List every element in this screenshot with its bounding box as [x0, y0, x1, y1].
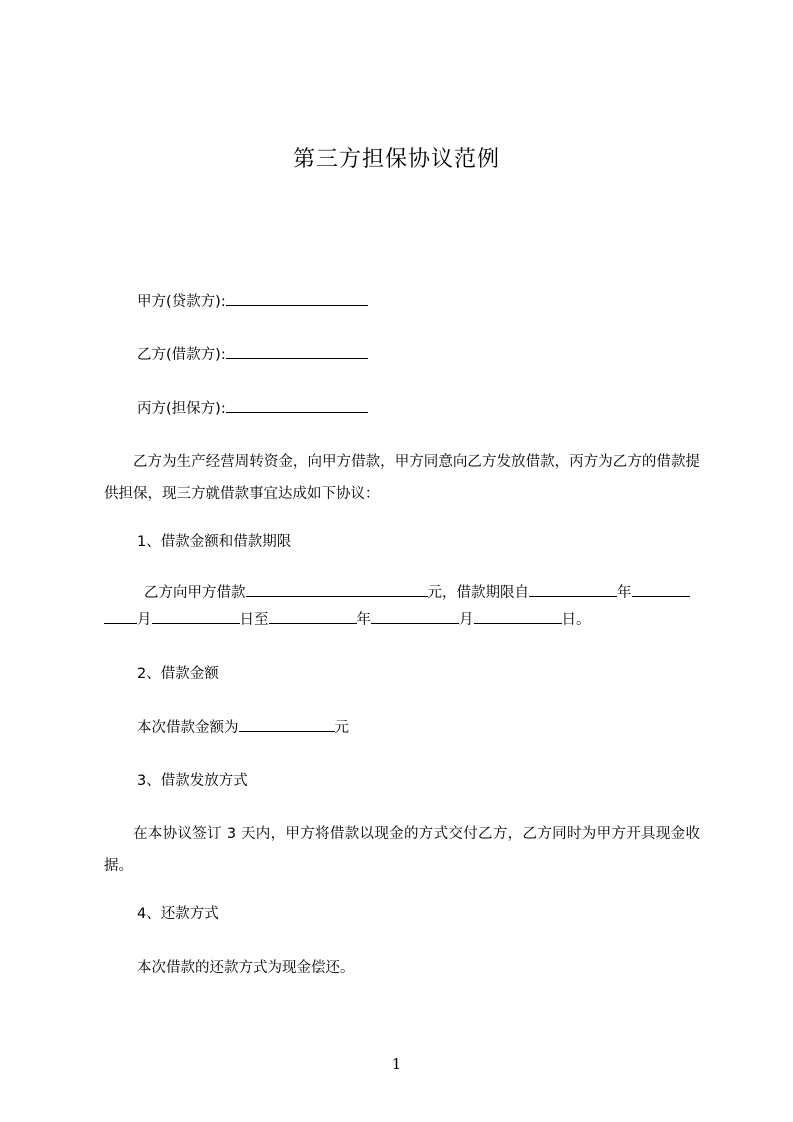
section2-text-b: 元 [334, 720, 349, 736]
section1-line2 [104, 607, 700, 633]
section2-heading: 2、借款金额 [137, 666, 219, 682]
section1-text-g: 月 [459, 612, 474, 628]
party-a-line [137, 289, 733, 315]
section1-text-d: 月 [137, 612, 152, 628]
end-day-blank [474, 609, 562, 624]
party-b-label: 乙方(借款方): [137, 347, 226, 363]
party-c-label: 丙方(担保方): [137, 401, 226, 417]
section1-text-b: 元，借款期限自 [427, 585, 529, 601]
section1-text-c: 年 [617, 585, 632, 601]
start-month-blank-b [104, 609, 137, 624]
section4-body: 本次借款的还款方式为现金偿还。 [137, 960, 355, 976]
end-year-blank [269, 609, 357, 624]
section1-heading: 1、借款金额和借款期限 [137, 534, 292, 550]
party-a-blank [226, 291, 368, 306]
page-number: 1 [391, 1055, 402, 1073]
party-c-line [137, 396, 733, 422]
amount-blank [239, 717, 335, 732]
start-month-blank-a [632, 582, 690, 597]
section1-text-a: 乙方向甲方借款 [144, 585, 246, 601]
end-month-blank [371, 609, 459, 624]
intro-paragraph: 乙方为生产经营周转资金，向甲方借款，甲方同意向乙方发放借款，丙方为乙方的借款提供担保，现三方就借款事宜达成如下协议： [104, 454, 700, 502]
section1-text-h: 日。 [561, 612, 591, 628]
document-title: 第三方担保协议范例 [292, 147, 500, 172]
section4-heading: 4、还款方式 [137, 906, 219, 922]
party-a-label: 甲方(贷款方): [137, 294, 226, 310]
section1-text-e: 日至 [239, 612, 269, 628]
section3-heading: 3、借款发放方式 [137, 773, 248, 789]
party-c-blank [226, 398, 368, 413]
start-day-blank [152, 609, 240, 624]
section3-body: 在本协议签订 3 天内，甲方将借款以现金的方式交付乙方，乙方同时为甲方开具现金收据。 [104, 826, 700, 874]
party-b-blank [226, 344, 368, 359]
party-b-line [137, 342, 733, 368]
section1-line1 [144, 580, 704, 606]
section1-text-f: 年 [356, 612, 371, 628]
start-year-blank [529, 582, 617, 597]
section2-text-a: 本次借款金额为 [137, 720, 239, 736]
loan-amount-blank [246, 582, 428, 597]
section2-body [137, 715, 733, 741]
